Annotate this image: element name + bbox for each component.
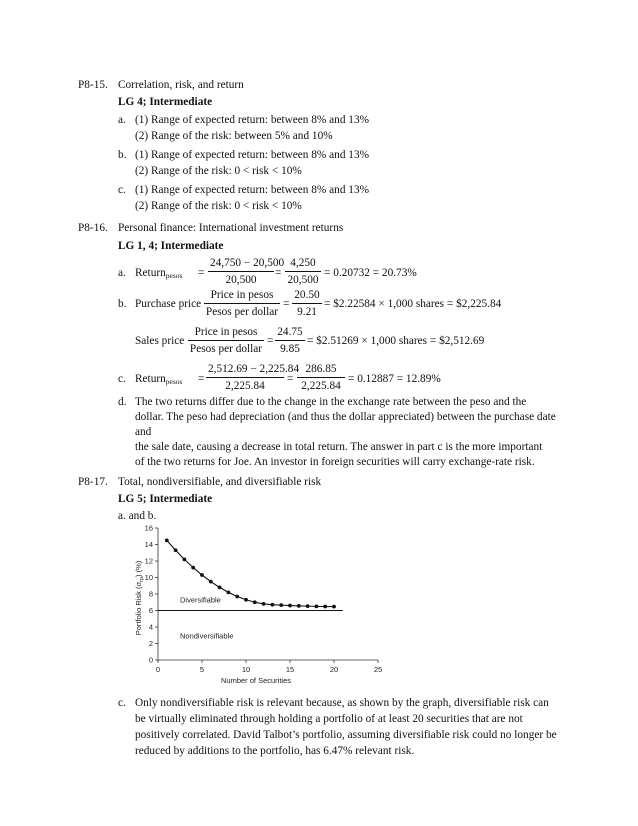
- p816-c-subscript: pesos: [165, 377, 183, 386]
- p817-lg: LG 5; Intermediate: [118, 493, 213, 505]
- p817-c-line4: reduced by additions to the portfolio, has 6.47% relevant risk.: [135, 745, 415, 757]
- nondiversifiable-annotation: Nondiversifiable: [180, 631, 234, 641]
- p816-c-frac1-numerator: 2,512.69 − 2,225.84: [206, 363, 284, 378]
- y-tick-label: 0: [148, 655, 153, 665]
- p817-c-line2: be virtually eliminated through holding a portfolio of at least 20 securities that are not: [135, 713, 523, 725]
- p816-b-result: = $2.22584 × 1,000 shares = $2,225.84: [324, 298, 502, 310]
- p816-a-return-word: Return: [135, 267, 166, 279]
- p817-ab-label: a. and b.: [118, 510, 157, 522]
- p816-c-eq2: =: [287, 373, 294, 385]
- p816-a-frac2-numerator: 4,250: [285, 257, 321, 272]
- y-tick-label: 8: [148, 589, 153, 599]
- p815-c1: (1) Range of expected return: between 8% and 13%: [135, 184, 370, 196]
- p816-sales-frac1-numerator: Price in pesos: [188, 326, 264, 341]
- p815-b2: (2) Range of the risk: 0 < risk < 10%: [135, 165, 302, 177]
- total-risk-point: [200, 573, 204, 577]
- p816-a-frac1-denominator: 20,500: [225, 274, 257, 286]
- p816-sales-lhs: Sales price: [135, 335, 185, 347]
- p816-b-frac1-denominator: Pesos per dollar: [205, 306, 279, 318]
- total-risk-point: [244, 598, 248, 602]
- p815-c-label: c.: [118, 184, 126, 196]
- y-tick-label: 4: [148, 622, 153, 632]
- p816-b-frac2-numerator: 20.50: [292, 289, 322, 304]
- total-risk-point: [306, 604, 310, 608]
- y-axis-title: [134, 560, 145, 635]
- p816-a-frac2-denominator: 20,500: [287, 274, 319, 286]
- x-axis-title: Number of Securities: [220, 676, 292, 685]
- p816-b-label: b.: [118, 298, 127, 310]
- p816-a-frac1-numerator: 24,750 − 20,500: [208, 257, 274, 272]
- p816-c-frac2-numerator: 286.85: [297, 363, 345, 378]
- p816-c-frac1-denominator: 2,225.84: [225, 380, 265, 392]
- p816-d-label: d.: [118, 396, 127, 408]
- p816-a-subscript: pesos: [165, 271, 183, 280]
- x-tick-label: 25: [373, 665, 383, 674]
- y-axis-title-unit: ) (%): [134, 560, 143, 577]
- p816-d-line5: of the two returns for Joe. An investor in foreign securities will carry exchange-rate risk.: [135, 456, 535, 468]
- total-risk-point: [271, 603, 275, 607]
- y-tick-label: 2: [148, 639, 153, 649]
- p816-sales-frac1-denominator: Pesos per dollar: [189, 343, 263, 355]
- y-tick-label: 10: [144, 573, 153, 583]
- p816-lg: LG 1, 4; Intermediate: [118, 240, 224, 252]
- p816-c-label: c.: [118, 373, 126, 385]
- p817-title: Total, nondiversifiable, and diversifiable risk: [118, 476, 322, 488]
- total-risk-point: [262, 602, 266, 606]
- p815-a1: (1) Range of expected return: between 8% and 13%: [135, 114, 370, 126]
- p817-c-line1: Only nondiversifiable risk is relevant because, as shown by the graph, diversifiable risk can: [135, 697, 549, 709]
- p815-lg: LG 4; Intermediate: [118, 96, 213, 108]
- p815-c2: (2) Range of the risk: 0 < risk < 10%: [135, 200, 302, 212]
- total-risk-point: [288, 604, 292, 608]
- total-risk-point: [183, 557, 187, 561]
- total-risk-point: [235, 595, 239, 599]
- p816-b-frac2-denominator: 9.21: [297, 306, 317, 318]
- p815-a2: (2) Range of the risk: between 5% and 10%: [135, 130, 333, 142]
- p816-d-line3: and: [135, 426, 152, 438]
- p815-a-label: a.: [118, 114, 126, 126]
- diversifiable-annotation: Diversifiable: [180, 595, 221, 605]
- p816-a-eq: =: [198, 267, 205, 279]
- p816-d-line2: dollar. The peso had depreciation (and thus the dollar appreciated) between the purchase date: [135, 411, 556, 423]
- p816-sales-result: = $2.51269 × 1,000 shares = $2,512.69: [307, 335, 485, 347]
- total-risk-point: [191, 566, 195, 570]
- x-tick-label: 10: [241, 665, 251, 674]
- p816-c-result: = 0.12887 = 12.89%: [348, 373, 441, 385]
- total-risk-point: [315, 604, 319, 608]
- p816-d-line1: The two returns differ due to the change in the exchange rate between the peso and the: [135, 396, 527, 408]
- total-risk-point: [227, 590, 231, 594]
- x-tick-label: 20: [329, 665, 339, 674]
- total-risk-point: [279, 603, 283, 607]
- p815-number: P8-15.: [78, 79, 108, 91]
- p815-title: Correlation, risk, and return: [118, 79, 244, 91]
- y-tick-label: 6: [148, 606, 153, 616]
- total-risk-point: [253, 600, 257, 604]
- y-tick-label: 12: [144, 556, 153, 566]
- p816-sales-eq: =: [267, 335, 274, 347]
- total-risk-point: [332, 605, 336, 609]
- y-tick-label: 16: [144, 523, 153, 533]
- y-tick-label: 14: [144, 540, 153, 550]
- p816-b-frac1-numerator: Price in pesos: [204, 289, 280, 304]
- p816-sales-frac2-denominator: 9.85: [280, 343, 300, 355]
- p816-c-eq: =: [198, 373, 205, 385]
- total-risk-point: [165, 538, 169, 542]
- total-risk-point: [209, 580, 213, 584]
- p816-b-eq: =: [283, 298, 290, 310]
- p816-sales-frac2-numerator: 24.75: [275, 326, 305, 341]
- total-risk-point: [174, 548, 178, 552]
- p816-c-frac2-denominator: 2,225.84: [301, 380, 341, 392]
- p816-d-line4: the sale date, causing a decrease in total return. The answer in part c is the more important: [135, 441, 543, 453]
- total-risk-point: [218, 586, 222, 590]
- x-tick-label: 5: [199, 665, 205, 674]
- p815-b-label: b.: [118, 149, 127, 161]
- p817-number: P8-17.: [78, 476, 108, 488]
- p816-a-result: = 0.20732 = 20.73%: [324, 267, 417, 279]
- p816-a-label: a.: [118, 267, 126, 279]
- y-axis-title-main: Portfolio Risk (σ: [134, 581, 143, 636]
- p816-a-eq2: =: [275, 267, 282, 279]
- y-axis-title-subscript: rp: [139, 576, 145, 582]
- p816-title: Personal finance: International investment returns: [118, 222, 344, 234]
- x-tick-label: 0: [155, 665, 161, 674]
- p815-b1: (1) Range of expected return: between 8% and 13%: [135, 149, 370, 161]
- x-tick-label: 15: [285, 665, 295, 674]
- p816-b-lhs: Purchase price: [135, 298, 202, 310]
- p817-c-label: c.: [118, 697, 126, 709]
- total-risk-point: [297, 604, 301, 608]
- total-risk-point: [323, 605, 327, 609]
- p816-c-return-word: Return: [135, 373, 166, 385]
- p816-number: P8-16.: [78, 222, 108, 234]
- p817-c-line3: positively correlated. David Talbot’s portfolio, assuming diversifiable risk could no longer be: [135, 729, 557, 741]
